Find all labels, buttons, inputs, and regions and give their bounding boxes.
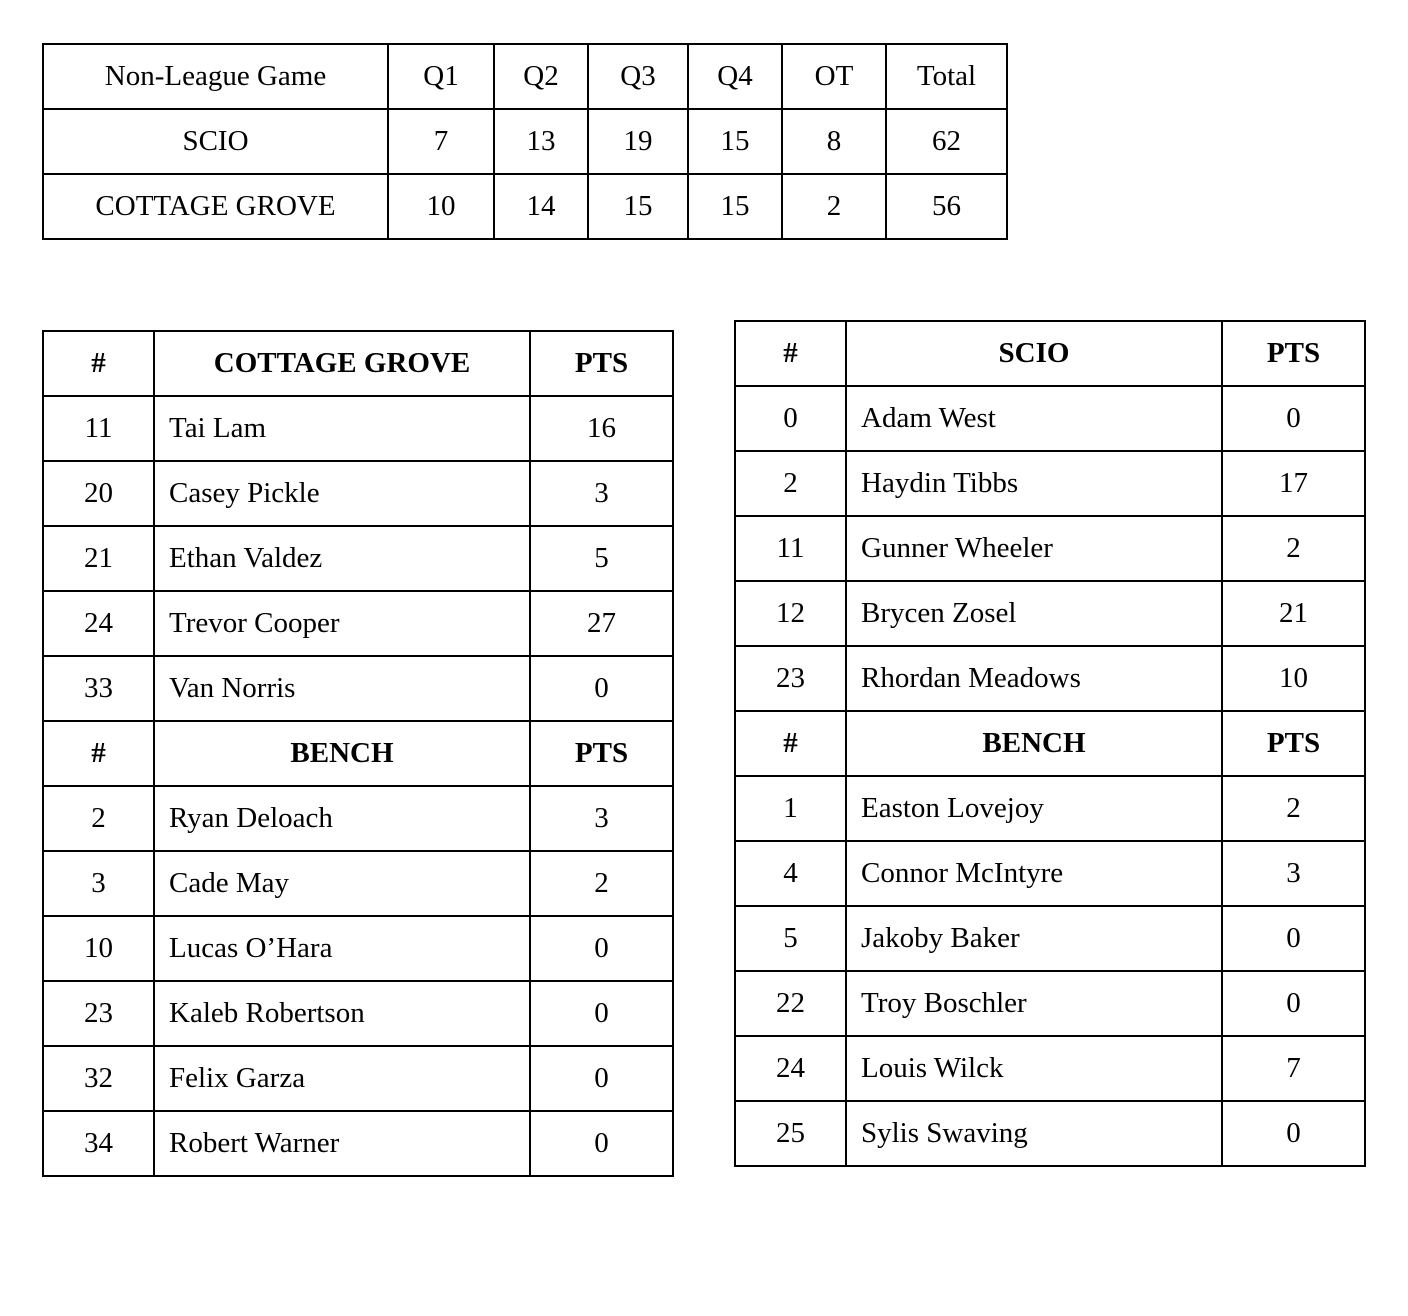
q3-score: 15	[588, 174, 688, 239]
q1-score: 10	[388, 174, 494, 239]
player-name: Easton Lovejoy	[846, 776, 1222, 841]
player-name: Sylis Swaving	[846, 1101, 1222, 1166]
player-name: Haydin Tibbs	[846, 451, 1222, 516]
player-row	[43, 526, 673, 591]
q3-score: 19	[588, 109, 688, 174]
q3-header: Q3	[588, 44, 688, 109]
player-name: Felix Garza	[154, 1046, 530, 1111]
player-number: 10	[43, 916, 154, 981]
q2-header: Q2	[494, 44, 588, 109]
player-row	[43, 591, 673, 656]
player-row	[43, 916, 673, 981]
q2-score: 13	[494, 109, 588, 174]
player-points: 10	[1222, 646, 1365, 711]
q2-score: 14	[494, 174, 588, 239]
player-points: 0	[530, 1046, 673, 1111]
player-name: Van Norris	[154, 656, 530, 721]
q1-score: 7	[388, 109, 494, 174]
player-points: 0	[530, 916, 673, 981]
team-name: SCIO	[43, 109, 388, 174]
game-type-header: Non-League Game	[43, 44, 388, 109]
player-number: 34	[43, 1111, 154, 1176]
player-number: 1	[735, 776, 846, 841]
player-points: 7	[1222, 1036, 1365, 1101]
bench-header-row	[43, 721, 673, 786]
team-header: COTTAGE GROVE	[154, 331, 530, 396]
player-number: 3	[43, 851, 154, 916]
player-row	[735, 906, 1365, 971]
player-points: 2	[1222, 516, 1365, 581]
player-points: 21	[1222, 581, 1365, 646]
player-row	[43, 786, 673, 851]
ot-score: 2	[782, 174, 886, 239]
player-points: 0	[1222, 971, 1365, 1036]
player-name: Cade May	[154, 851, 530, 916]
player-number: 12	[735, 581, 846, 646]
player-name: Kaleb Robertson	[154, 981, 530, 1046]
bench-header: BENCH	[154, 721, 530, 786]
q4-score: 15	[688, 109, 782, 174]
player-number: 23	[43, 981, 154, 1046]
player-number: 5	[735, 906, 846, 971]
score-by-quarter-table	[42, 43, 1008, 240]
player-row	[735, 581, 1365, 646]
player-name: Troy Boschler	[846, 971, 1222, 1036]
score-row-cottage-grove	[43, 174, 1007, 239]
number-header: #	[735, 711, 846, 776]
player-name: Rhordan Meadows	[846, 646, 1222, 711]
number-header: #	[43, 331, 154, 396]
player-number: 2	[43, 786, 154, 851]
player-points: 0	[530, 656, 673, 721]
total-score: 56	[886, 174, 1007, 239]
player-number: 22	[735, 971, 846, 1036]
player-row	[735, 1101, 1365, 1166]
player-row	[735, 516, 1365, 581]
player-number: 11	[43, 396, 154, 461]
player-row	[43, 1046, 673, 1111]
player-name: Robert Warner	[154, 1111, 530, 1176]
team-name: COTTAGE GROVE	[43, 174, 388, 239]
player-number: 20	[43, 461, 154, 526]
player-number: 11	[735, 516, 846, 581]
bench-header: BENCH	[846, 711, 1222, 776]
starters-header-row	[43, 331, 673, 396]
player-row	[43, 461, 673, 526]
player-points: 0	[530, 981, 673, 1046]
player-row	[735, 386, 1365, 451]
player-points: 2	[530, 851, 673, 916]
player-number: 32	[43, 1046, 154, 1111]
player-name: Ryan Deloach	[154, 786, 530, 851]
player-row	[735, 776, 1365, 841]
score-row-scio	[43, 109, 1007, 174]
player-row	[735, 841, 1365, 906]
player-points: 3	[530, 461, 673, 526]
player-name: Ethan Valdez	[154, 526, 530, 591]
player-points: 16	[530, 396, 673, 461]
player-name: Connor McIntyre	[846, 841, 1222, 906]
player-number: 25	[735, 1101, 846, 1166]
player-row	[43, 851, 673, 916]
player-points: 5	[530, 526, 673, 591]
player-points: 0	[1222, 906, 1365, 971]
player-number: 2	[735, 451, 846, 516]
points-header: PTS	[530, 331, 673, 396]
player-name: Trevor Cooper	[154, 591, 530, 656]
player-row	[43, 981, 673, 1046]
points-header: PTS	[530, 721, 673, 786]
player-number: 23	[735, 646, 846, 711]
player-points: 0	[530, 1111, 673, 1176]
player-points: 17	[1222, 451, 1365, 516]
player-row	[43, 396, 673, 461]
player-name: Jakoby Baker	[846, 906, 1222, 971]
player-row	[735, 971, 1365, 1036]
player-points: 0	[1222, 1101, 1365, 1166]
ot-score: 8	[782, 109, 886, 174]
bench-header-row	[735, 711, 1365, 776]
player-row	[735, 1036, 1365, 1101]
player-number: 0	[735, 386, 846, 451]
points-header: PTS	[1222, 711, 1365, 776]
player-name: Adam West	[846, 386, 1222, 451]
player-number: 33	[43, 656, 154, 721]
q4-header: Q4	[688, 44, 782, 109]
starters-header-row	[735, 321, 1365, 386]
player-number: 24	[735, 1036, 846, 1101]
points-header: PTS	[1222, 321, 1365, 386]
q4-score: 15	[688, 174, 782, 239]
player-number: 21	[43, 526, 154, 591]
player-row	[43, 1111, 673, 1176]
player-name: Louis Wilck	[846, 1036, 1222, 1101]
player-number: 24	[43, 591, 154, 656]
player-row	[43, 656, 673, 721]
player-name: Tai Lam	[154, 396, 530, 461]
player-name: Lucas O’Hara	[154, 916, 530, 981]
player-points: 3	[1222, 841, 1365, 906]
player-name: Gunner Wheeler	[846, 516, 1222, 581]
player-points: 3	[530, 786, 673, 851]
cottage-grove-box-score	[42, 330, 674, 1177]
player-points: 0	[1222, 386, 1365, 451]
total-score: 62	[886, 109, 1007, 174]
score-header-row	[43, 44, 1007, 109]
team-header: SCIO	[846, 321, 1222, 386]
player-points: 2	[1222, 776, 1365, 841]
total-header: Total	[886, 44, 1007, 109]
ot-header: OT	[782, 44, 886, 109]
number-header: #	[43, 721, 154, 786]
scio-box-score	[734, 320, 1366, 1167]
player-name: Brycen Zosel	[846, 581, 1222, 646]
player-row	[735, 451, 1365, 516]
player-points: 27	[530, 591, 673, 656]
q1-header: Q1	[388, 44, 494, 109]
player-row	[735, 646, 1365, 711]
player-number: 4	[735, 841, 846, 906]
player-name: Casey Pickle	[154, 461, 530, 526]
number-header: #	[735, 321, 846, 386]
